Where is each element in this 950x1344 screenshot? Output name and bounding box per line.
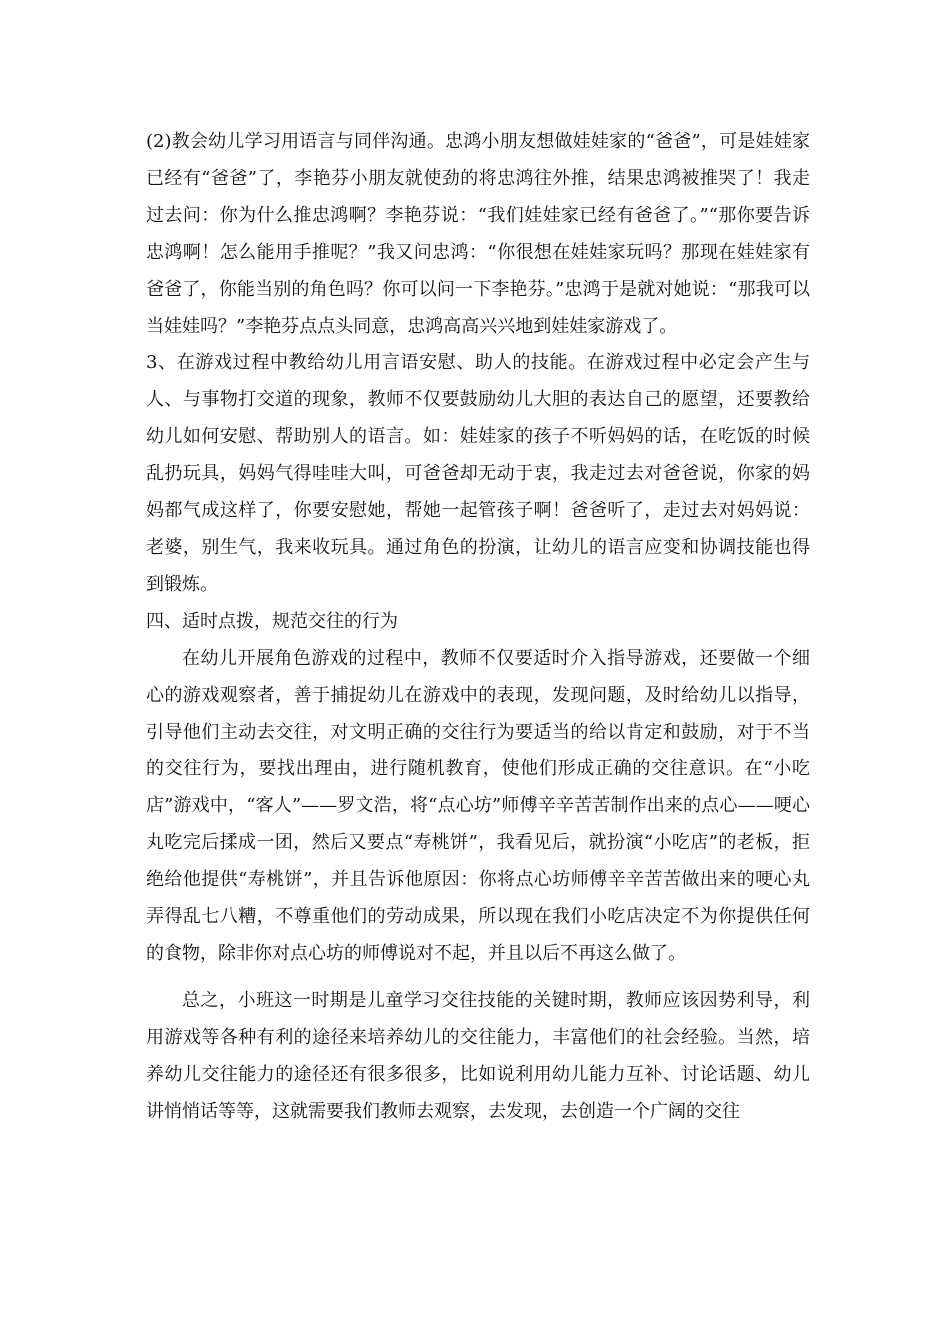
paragraph-timely-guidance: 在幼儿开展角色游戏的过程中，教师不仅要适时介入指导游戏，还要做一个细心的游戏观察者，善于捕捉幼儿在游戏中的表现，发现问题，及时给幼儿以指导，引导他们主动去交往，对文明正确的交往行为要适当的给以肯定和鼓励，对于不当的交往行为，要找出理由，进行随机教育，使他们形成正确的交往意识。在“小吃店”游戏中，“客人”——罗文浩，将“点心坊”师傅辛辛苦苦制作出来的点心——哽心丸吃完后揉成一团，然后又要点“寿桃饼”，我看见后，就扮演“小吃店”的老板，拒绝给他提供“寿桃饼”，并且告诉他原因：你将点心坊师傅辛辛苦苦做出来的哽心丸弄得乱七八糟，不尊重他们的劳动成果，所以现在我们小吃店决定不为你提供任何的食物，除非你对点心坊的师傅说对不起，并且以后不再这么做了。 [146, 647, 810, 964]
section-heading-four: 四、适时点拨，规范交往的行为 [146, 610, 398, 632]
document-page [146, 124, 810, 1130]
paragraph-comfort-skills: 3、在游戏过程中教给幼儿用言语安慰、助人的技能。在游戏过程中必定会产生与人、与事物打交道的现象，教师不仅要鼓励幼儿大胆的表达自己的愿望，还要教给幼儿如何安慰、帮助别人的语言。如：娃娃家的孩子不听妈妈的话，在吃饭的时候乱扔玩具，妈妈气得哇哇大叫，可爸爸却无动于衷，我走过去对爸爸说，你家的妈妈都气成这样了，你要安慰她，帮她一起管孩子啊！爸爸听了，走过去对妈妈说：老婆，别生气，我来收玩具。通过角色的扮演，让幼儿的语言应变和协调技能也得到锻炼。 [146, 352, 810, 595]
paragraph-communication-example: (2)教会幼儿学习用语言与同伴沟通。忠鸿小朋友想做娃娃家的“爸爸”，可是娃娃家已经有“爸爸”了，李艳芬小朋友就使劲的将忠鸿往外推，结果忠鸿被推哭了！我走过去问：你为什么推忠鸿啊？李艳芬说：“我们娃娃家已经有爸爸了。”“那你要告诉忠鸿啊！怎么能用手推呢？”我又问忠鸿：“你很想在娃娃家玩吗？那现在娃娃家有爸爸了，你能当别的角色吗？你可以问一下李艳芬。”忠鸿于是就对她说：“那我可以当娃娃吗？”李艳芬点点头同意，忠鸿高高兴兴地到娃娃家游戏了。 [146, 131, 810, 337]
paragraph-conclusion: 总之，小班这一时期是儿童学习交往技能的关键时期，教师应该因势利导，利用游戏等各种有利的途径来培养幼儿的交往能力，丰富他们的社会经验。当然，培养幼儿交往能力的途径还有很多很多，比如说利用幼儿能力互补、讨论话题、幼儿讲悄悄话等等，这就需要我们教师去观察，去发现，去创造一个广阔的交往 [146, 989, 810, 1122]
